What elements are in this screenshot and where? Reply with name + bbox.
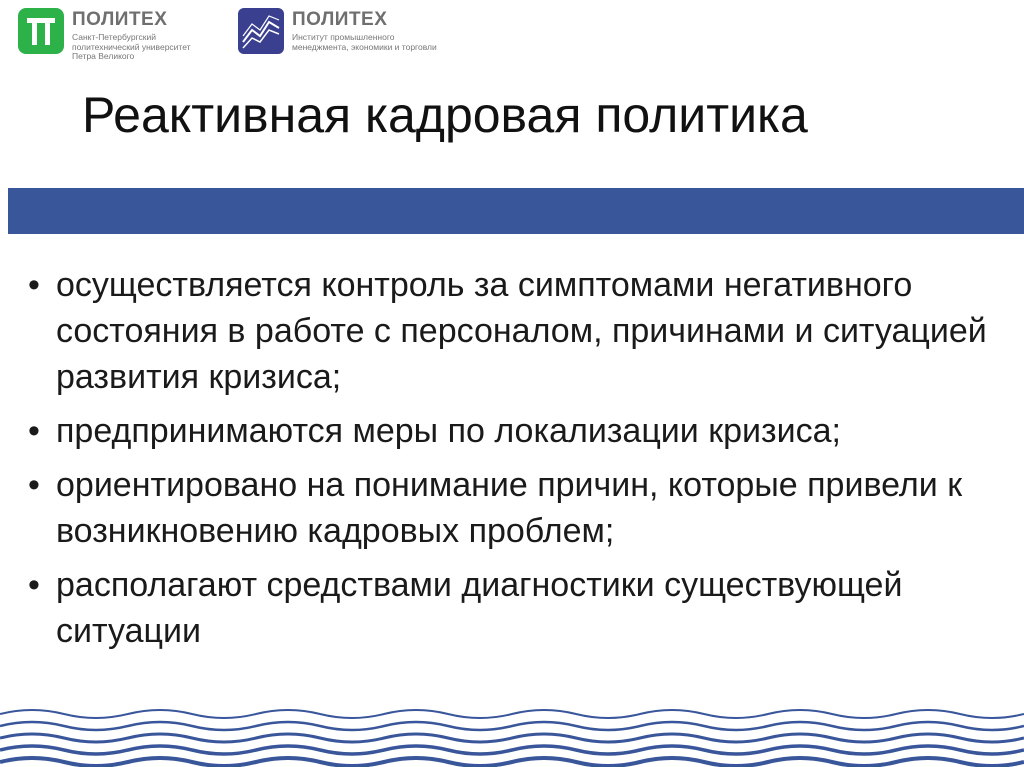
header-logos: [0, 0, 1024, 72]
bullet-marker: •: [28, 412, 40, 450]
institute-chart-icon: [238, 8, 284, 54]
bullet-marker: •: [28, 566, 40, 604]
bullet-text: располагают средствами диагностики существующей ситуации: [56, 566, 903, 650]
polytech-university-logo: [18, 8, 228, 64]
bullet-list: [28, 262, 1018, 662]
bullet-text: предпринимаются меры по локализации кризиса;: [56, 412, 841, 450]
logo-subtitle: Институт промышленного менеджмента, экономики и торговли: [292, 32, 437, 52]
bullet-marker: •: [28, 466, 40, 504]
logo-subtitle: Санкт-Петербургский политехнический университет Петра Великого: [72, 32, 191, 61]
bullet-item: [28, 262, 1018, 400]
slide-title: Реактивная кадровая политика: [82, 87, 808, 143]
bullet-item: [28, 462, 1018, 554]
decorative-waves: [0, 700, 1024, 767]
polytech-pi-icon: [18, 8, 64, 54]
bullet-text: осуществляется контроль за симптомами негативного состояния в работе с персоналом, причинами и ситуацией развития кризиса;: [56, 266, 987, 396]
bullet-item: [28, 562, 1018, 654]
bullet-text: ориентировано на понимание причин, которые привели к возникновению кадровых проблем;: [56, 466, 963, 550]
bullet-marker: •: [28, 266, 40, 304]
polytech-institute-logo: [238, 8, 498, 64]
title-band: [8, 188, 1024, 234]
logo-title: ПОЛИТЕХ: [72, 9, 168, 30]
bullet-item: [28, 408, 1018, 454]
logo-title: ПОЛИТЕХ: [292, 9, 388, 30]
